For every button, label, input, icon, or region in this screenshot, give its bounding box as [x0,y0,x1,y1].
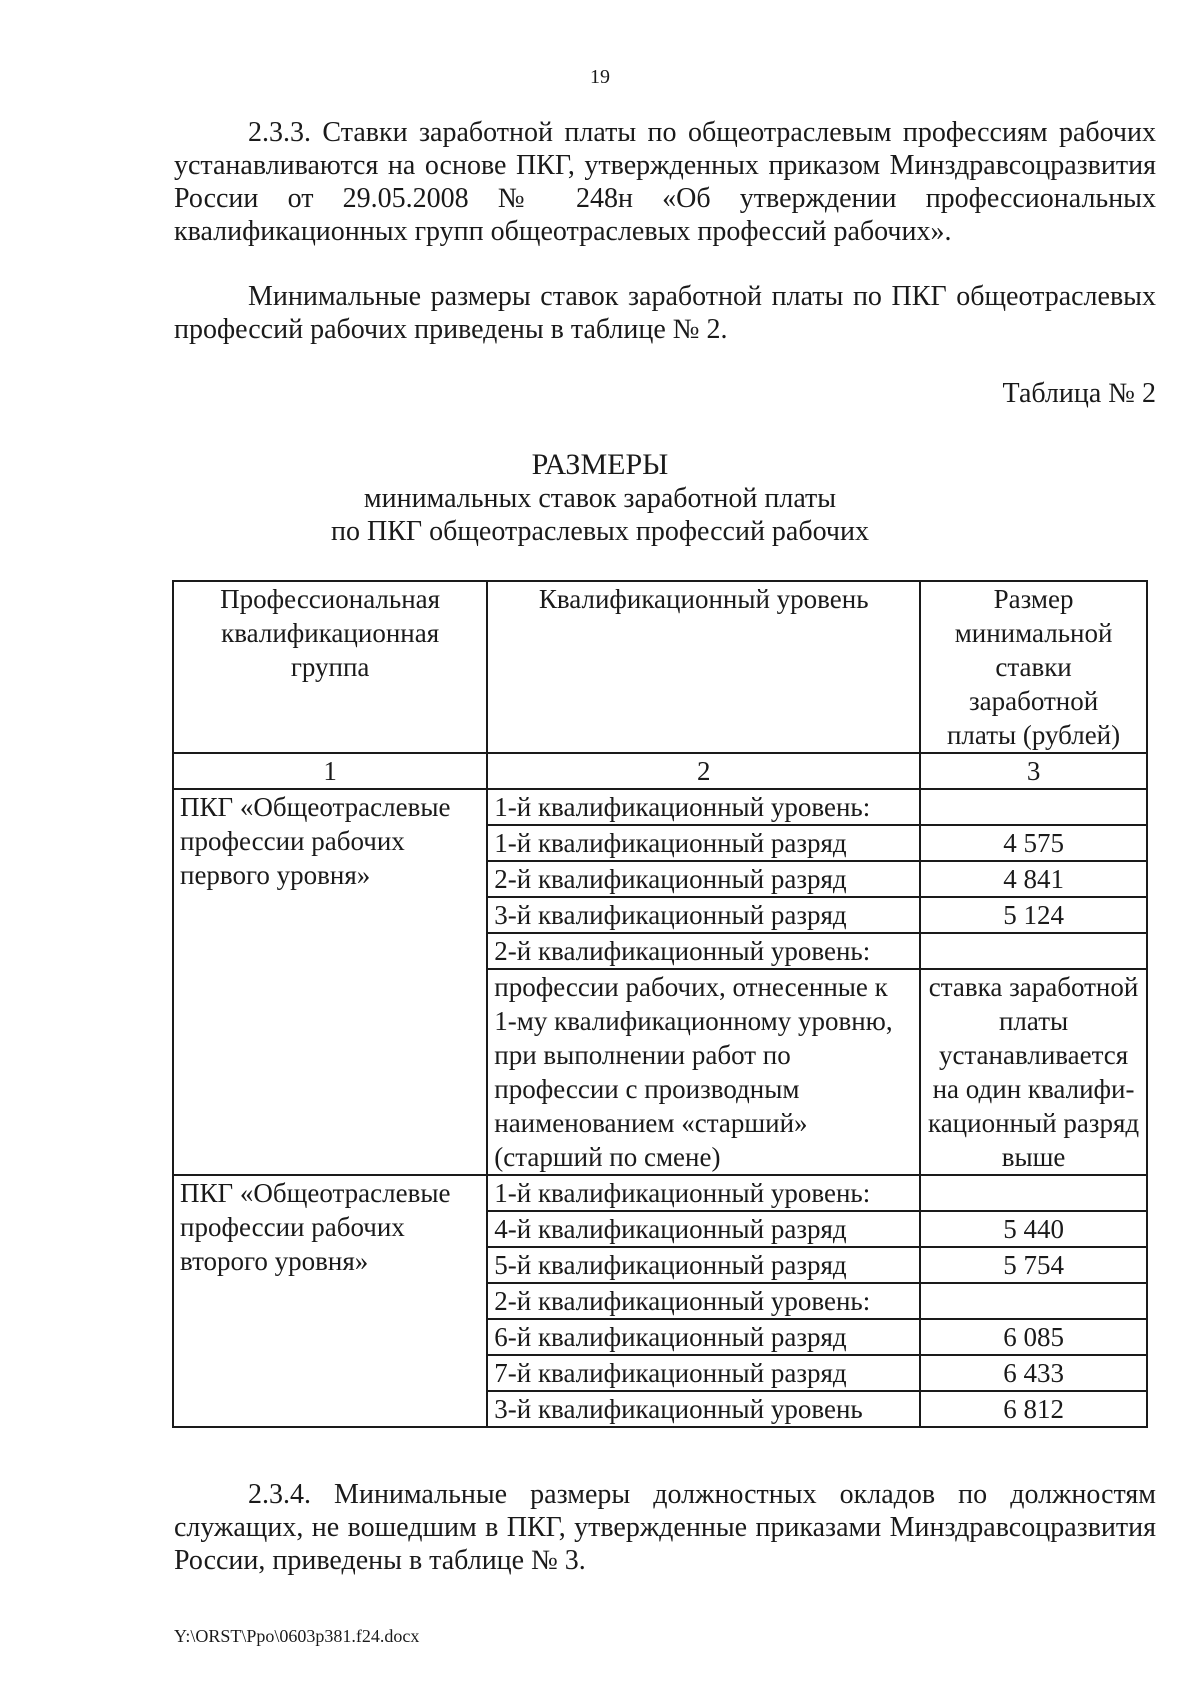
level-cell: 2-й квалификационный уровень: [487,933,920,969]
level-cell: 1-й квалификационный уровень: [487,1175,920,1211]
header-group: Профессиональная квалификационная группа [173,581,487,753]
column-number-row [173,753,1147,789]
rates-table [172,580,1148,1428]
rate-cell: 4 841 [920,861,1147,897]
footer-file-path: Y:\ORST\Ppo\0603p381.f24.docx [174,1626,420,1646]
level-cell: 3-й квалификационный разряд [487,897,920,933]
rate-cell: 6 433 [920,1355,1147,1391]
group-name: ПКГ «Общеотраслевые профессии рабочих первого уровня» [173,789,487,1175]
column-number: 1 [173,753,487,789]
rate-cell [920,1283,1147,1319]
page-number: 19 [590,66,610,88]
paragraph-2-3-3: 2.3.3. Ставки заработной платы по общеотраслевым профессиям рабочих устанавливаются на основе ПКГ, утвержденных приказом Минздравсоцразвития России от 29.05.2008 № 248н «Об утверждении профессиональных квалификационных групп общеотраслевых профессий рабочих». [174,117,1156,247]
table-subtitle-2: по ПКГ общеотраслевых профессий рабочих [331,516,869,547]
rate-cell [920,933,1147,969]
table-label: Таблица № 2 [1002,378,1156,409]
level-cell: 2-й квалификационный уровень: [487,1283,920,1319]
group-name: ПКГ «Общеотраслевые профессии рабочих второго уровня» [173,1175,487,1427]
level-cell: 3-й квалификационный уровень [487,1391,920,1427]
rate-cell: 5 440 [920,1211,1147,1247]
table-header-row [173,581,1147,753]
paragraph-min-rates: Минимальные размеры ставок заработной платы по ПКГ общеотраслевых профессий рабочих приведены в таблице № 2. [174,281,1156,345]
table-subtitle-1: минимальных ставок заработной платы [363,483,837,514]
level-cell: 1-й квалификационный уровень: [487,789,920,825]
rate-cell: 5 754 [920,1247,1147,1283]
header-rate: Размер минимальной ставки заработной платы (рублей) [920,581,1147,753]
rate-cell: 6 812 [920,1391,1147,1427]
level-cell: 2-й квалификационный разряд [487,861,920,897]
level-cell: 5-й квалификационный разряд [487,1247,920,1283]
rate-cell: 6 085 [920,1319,1147,1355]
table-title: РАЗМЕРЫ [531,448,669,481]
paragraph-2-3-4: 2.3.4. Минимальные размеры должностных окладов по должностям служащих, не вошедшим в ПКГ, утвержденные приказами Минздравсоцразвития России, приведены в таблице № 3. [174,1479,1156,1576]
level-cell: 7-й квалификационный разряд [487,1355,920,1391]
level-cell: 4-й квалификационный разряд [487,1211,920,1247]
table-row [173,1175,1147,1211]
rate-cell [920,789,1147,825]
level-cell: 1-й квалификационный разряд [487,825,920,861]
header-level: Квалификационный уровень [487,581,920,753]
rate-cell: 5 124 [920,897,1147,933]
rate-cell [920,1175,1147,1211]
level-cell: профессии рабочих, отнесенные к 1-му квалификационному уровню, при выполнении работ по профессии с производным наименованием «старший» (старший по смене) [487,969,920,1175]
rate-cell: ставка заработной платы устанавливается на один квалифи-кационный разряд выше [920,969,1147,1175]
column-number: 3 [920,753,1147,789]
level-cell: 6-й квалификационный разряд [487,1319,920,1355]
table-row [173,789,1147,825]
rate-cell: 4 575 [920,825,1147,861]
column-number: 2 [487,753,920,789]
